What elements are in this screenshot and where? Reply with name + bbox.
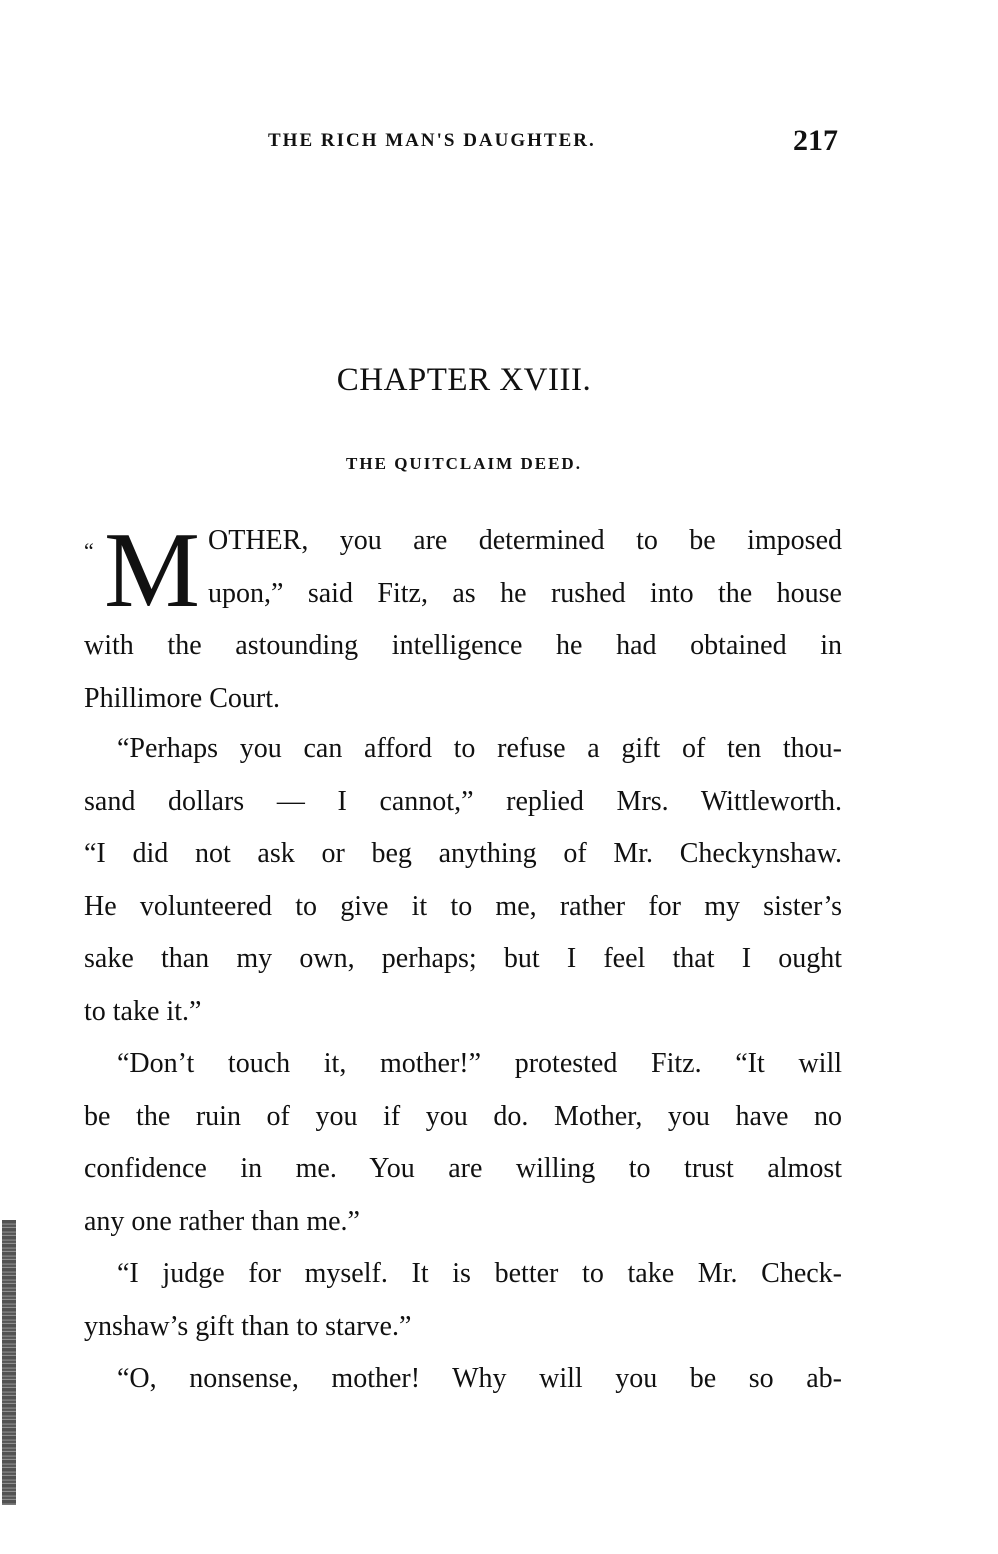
text-line: Phillimore Court. [84,682,280,714]
text-line: OTHER, you are determined to be imposed [208,525,842,556]
page-number: 217 [793,124,838,157]
text-line: upon,” said Fitz, as he rushed into the house [208,577,842,609]
text-line: sand dollars — I cannot,” replied Mrs. Wittleworth. [84,785,842,817]
body-text [84,723,842,1406]
text-line: to take it.” [84,995,202,1027]
chapter-title: CHAPTER XVIII. [336,362,592,398]
text-line: “I judge for myself. It is better to take Mr. Check- [117,1258,842,1289]
text-line: “Don’t touch it, mother!” protested Fitz. “It will [117,1048,842,1079]
text-line: He volunteered to give it to me, rather for my sister’s [84,890,842,922]
text-line: “Perhaps you can afford to refuse a gift of ten thou- [117,733,842,764]
text-line: confidence in me. You are willing to trust almost [84,1153,842,1184]
text-line: ynshaw’s gift than to starve.” [84,1310,412,1342]
text-line: with the astounding intelligence he had obtained in [84,630,842,661]
opening-quote: “ [84,538,94,563]
text-line: “O, nonsense, mother! Why will you be so ab- [117,1363,842,1394]
opening-paragraph [84,511,842,725]
text-line: sake than my own, perhaps; but I feel that I ought [84,943,842,974]
drop-cap: M [104,511,201,630]
text-line: any one rather than me.” [84,1205,360,1237]
scan-margin-artifact [2,1220,16,1505]
running-head: THE RICH MAN'S DAUGHTER. [268,130,596,151]
chapter-subtitle: THE QUITCLAIM DEED. [346,454,582,473]
text-line: be the ruin of you if you do. Mother, you have no [84,1100,842,1132]
text-line: “I did not ask or beg anything of Mr. Checkynshaw. [84,838,842,869]
